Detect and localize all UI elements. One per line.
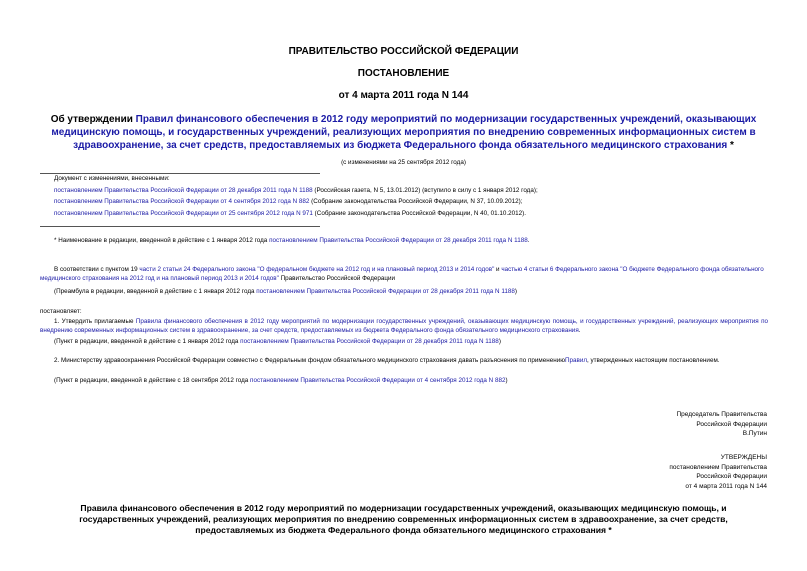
note-end: ): [498, 338, 501, 345]
approval-block: [669, 453, 767, 491]
clause-2: [40, 357, 768, 366]
amendments-heading: Документ с изменениями, внесенными:: [54, 175, 170, 182]
signature-block: [676, 410, 767, 439]
signature-line: Российской Федерации: [696, 420, 767, 428]
clause-2-note: [54, 377, 774, 386]
preamble-link-federal-budget-law[interactable]: части 2 статьи 24 Федерального закона "О федеральном бюджете на 2012 год и на плановый период 2013 и 2014 годов": [139, 266, 495, 273]
signature-line: Председатель Правительства: [676, 411, 767, 418]
divider-top: [40, 173, 320, 174]
clause-1-note-link[interactable]: постановлением Правительства Российской Федерации от 28 декабря 2011 года N 1188: [240, 338, 499, 345]
preamble-note-link[interactable]: постановлением Правительства Российской Федерации от 28 декабря 2011 года N 1188: [256, 288, 515, 295]
note-text: (Преамбула в редакции, введенной в действие с 1 января 2012 года: [54, 288, 257, 295]
clause-2-note-link[interactable]: постановлением Правительства Российской Федерации от 4 сентября 2012 года N 882: [250, 377, 506, 384]
divider-bottom: [40, 226, 320, 227]
amendments-block: [54, 175, 774, 218]
approval-line: постановлением Правительства: [669, 463, 767, 471]
footnote-end: .: [527, 237, 530, 244]
preamble-note: [54, 288, 774, 297]
note-text: (Пункт в редакции, введенной в действие с 1 января 2012 года: [54, 338, 241, 345]
clause-text: 1. Утвердить прилагаемые: [54, 318, 136, 325]
note-end: ): [505, 377, 508, 384]
amendment-text: (Российская газета, N 5, 13.01.2012) (вступило в силу с 1 января 2012 года);: [312, 186, 538, 194]
clause-text: 2. Министерству здравоохранения Российской Федерации совместно с Федеральным фондом обязательного медицинского страхования давать разъяснения по применению: [54, 357, 565, 364]
document-title: [30, 113, 777, 152]
footnote-link[interactable]: постановлением Правительства Российской Федерации от 28 декабря 2011 года N 1188: [269, 237, 528, 244]
government-heading: ПРАВИТЕЛЬСТВО РОССИЙСКОЙ ФЕДЕРАЦИИ: [288, 46, 519, 57]
amendment-item: [54, 210, 774, 219]
note-end: ): [514, 288, 517, 295]
clause-1-note: [54, 338, 774, 347]
approval-line: Российской Федерации: [696, 473, 767, 481]
amendment-link-971[interactable]: постановлением Правительства Российской Федерации от 25 сентября 2012 года N 971: [54, 209, 313, 217]
title-prefix: Об утверждении: [50, 114, 136, 125]
amendment-item: [54, 198, 774, 207]
amendment-link-882[interactable]: постановлением Правительства Российской Федерации от 4 сентября 2012 года N 882: [54, 198, 310, 206]
clause-text: .: [578, 326, 581, 334]
clause-1-rules-link[interactable]: Правила финансового обеспечения в 2012 году мероприятий по модернизации государственных учреждений, оказывающих медицинскую помощь, и государственных учреждений, реализующих мероприятия по внедрению современных информационных систем в здравоохранение, за счет средств, предоставляемых из бюджета Федерального фонда обязательного медицинского страхования: [40, 318, 768, 334]
doc-type-heading: ПОСТАНОВЛЕНИЕ: [357, 68, 450, 79]
clause-1: [40, 318, 768, 335]
clause-2-rules-link[interactable]: Правил: [564, 357, 588, 364]
amendment-text: (Собрание законодательства Российской Федерации, N 40, 01.10.2012).: [312, 209, 527, 217]
preamble-text: и: [494, 266, 502, 273]
decree-word: постановляет:: [40, 308, 82, 315]
preamble-text: В соответствии с пунктом 19: [54, 266, 140, 273]
preamble: [40, 266, 768, 283]
amendment-text: (Собрание законодательства Российской Федерации, N 37, 10.09.2012);: [309, 198, 523, 206]
revision-note: (с изменениями на 25 сентября 2012 года): [341, 159, 466, 166]
title-suffix: *: [727, 140, 734, 151]
preamble-text: Правительство Российской Федерации: [278, 274, 396, 282]
doc-date-number: от 4 марта 2011 года N 144: [338, 90, 469, 101]
clause-text: , утвержденных настоящим постановлением.: [587, 357, 720, 364]
preamble-link-ffoms-budget-law[interactable]: частью 4 статьи 6 Федерального закона "О бюджете Федерального фонда обязательного медицинского страхования на 2012 год и на плановый период 2013 и 2014 годов": [40, 266, 764, 282]
note-text: (Пункт в редакции, введенной в действие с 18 сентября 2012 года: [54, 377, 251, 384]
amendment-item: [54, 187, 774, 196]
title-rules-link[interactable]: Правил финансового обеспечения в 2012 году мероприятий по модернизации государственных учреждений, оказывающих медицинскую помощь, и государственных учреждений, реализующих мероприятия по внедрению современных информационных систем в здравоохранение, за счет средств, предоставляемых из бюджета Федерального фонда обязательного медицинского страхования: [51, 114, 757, 151]
amendment-link-1188[interactable]: постановлением Правительства Российской Федерации от 28 декабря 2011 года N 1188: [54, 186, 313, 194]
approval-line: от 4 марта 2011 года N 144: [685, 482, 767, 490]
footnote: [54, 237, 774, 246]
signature-name: В.Путин: [742, 430, 767, 438]
rules-title: Правила финансового обеспечения в 2012 году мероприятий по модернизации государственных учреждений, оказывающих медицинскую помощь, и государственных учреждений, реализующих мероприятия по внедрению современных информационных систем в здравоохранение, за счет средств, предоставляемых из бюджета Федерального фонда обязательного медицинского страхования *: [79, 503, 728, 535]
approval-line: УТВЕРЖДЕНЫ: [720, 454, 767, 461]
footnote-text: * Наименование в редакции, введенной в действие с 1 января 2012 года: [54, 237, 270, 244]
